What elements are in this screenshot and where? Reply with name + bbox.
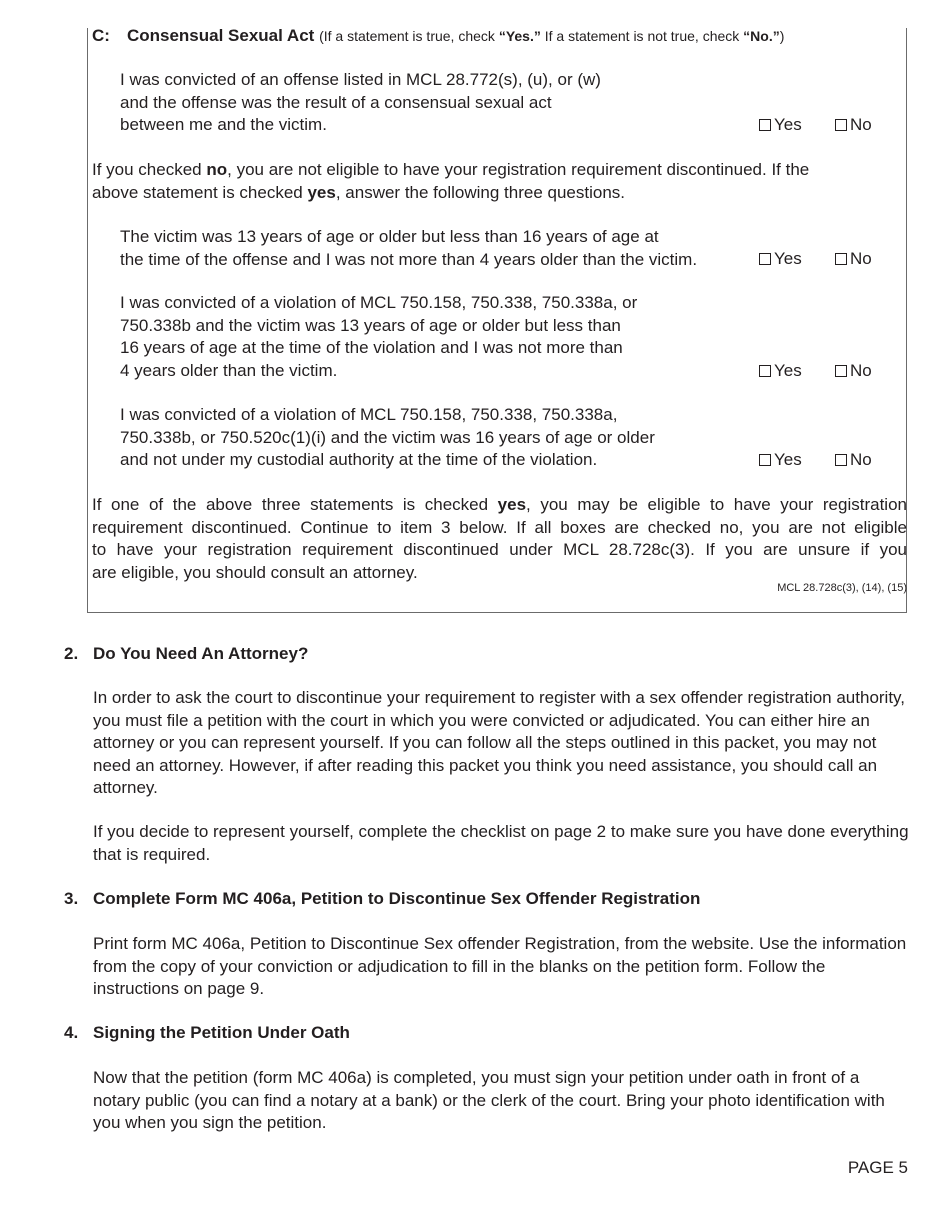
question-1-line: and the offense was the result of a consensual sexual act: [120, 92, 552, 112]
section-2-heading: Do You Need An Attorney?: [93, 644, 309, 663]
section-4-number: 4.: [64, 1023, 79, 1042]
section-4-paragraph-1: Now that the petition (form MC 406a) is completed, you must sign your petition under oath in front of a notary public (you can find a notary at a bank) or the clerk of the court. Bring your photo identification with you when you sign the petition.: [93, 1068, 885, 1132]
question-3-no-checkbox[interactable]: [835, 365, 847, 377]
section-4-heading: Signing the Petition Under Oath: [93, 1023, 350, 1042]
question-1-yes-checkbox[interactable]: [759, 119, 771, 131]
section-c-title: Consensual Sexual Act: [126, 26, 315, 45]
section-c-header: [92, 25, 784, 48]
question-4-line: and not under my custodial authority at the time of the violation.: [120, 450, 598, 469]
question-4-line: 750.338b, or 750.520c(1)(i) and the victim was 16 years of age or older: [120, 427, 655, 447]
section-3-paragraph-1: Print form MC 406a, Petition to Discontinue Sex offender Registration, from the website. Use the information from the copy of your conviction or adjudication to fill in the blanks on the petition form. Follow the instructions on page 9.: [93, 934, 907, 998]
question-1-no-checkbox[interactable]: [835, 119, 847, 131]
no-label: No: [850, 115, 872, 134]
section-c-letter: C:: [92, 26, 110, 45]
eligibility-note-2: If one of the above three statements is checked yes, you may be eligible to have your registration requirement discontinued. Continue to item 3 below. If all boxes are checked no, you are not eligible to have your registration requirement discontinued under MCL 28.728c(3). If you are unsure if you are eligible, you should consult an attorney.: [92, 495, 907, 582]
citation: MCL 28.728c(3), (14), (15): [777, 582, 907, 594]
section-2-paragraph-1: In order to ask the court to discontinue your requirement to register with a sex offender registration authority, you must file a petition with the court in which you were convicted or adjudicated. You can either hire an attorney or you can represent yourself. If you can follow all the steps outlined in this packet, you may not need an attorney. However, if after reading this packet you think you need assistance, you should call an attorney.: [93, 688, 906, 797]
question-4-line: I was convicted of a violation of MCL 750.158, 750.338, 750.338a,: [120, 405, 618, 424]
question-4-yes-checkbox[interactable]: [759, 454, 771, 466]
page-number: PAGE 5: [847, 1158, 908, 1177]
section-3-number: 3.: [64, 889, 79, 908]
question-3-yes-option[interactable]: [759, 360, 802, 382]
question-3-line: 4 years older than the victim.: [120, 360, 338, 380]
question-3-no-option[interactable]: [835, 360, 872, 382]
section-2-number: 2.: [64, 644, 79, 663]
section-3-heading: Complete Form MC 406a, Petition to Discontinue Sex Offender Registration: [93, 889, 701, 908]
question-3-yes-checkbox[interactable]: [759, 365, 771, 377]
eligibility-note-1: If you checked no, you are not eligible to have your registration requirement discontinued. If the above statement is checked yes, answer the following three questions.: [92, 160, 810, 202]
question-1-line: between me and the victim.: [120, 115, 327, 134]
question-2-no-option[interactable]: [835, 248, 872, 270]
yes-label: Yes: [774, 361, 802, 380]
yes-label: Yes: [774, 115, 802, 134]
section-c-instructions: (If a statement is true, check “Yes.” If a statement is not true, check “No.”): [319, 28, 785, 44]
no-label: No: [850, 249, 872, 268]
question-3-line: I was convicted of a violation of MCL 750.158, 750.338, 750.338a, or: [120, 293, 638, 312]
question-4-no-option[interactable]: [835, 449, 872, 471]
question-2-line: The victim was 13 years of age or older but less than 16 years of age at: [120, 227, 659, 246]
question-1-text: [120, 69, 601, 137]
question-4-yes-option[interactable]: [759, 449, 802, 471]
question-1-no-option[interactable]: [835, 114, 872, 136]
question-2-yes-option[interactable]: [759, 248, 802, 270]
question-3-line: 750.338b and the victim was 13 years of age or older but less than: [120, 315, 621, 335]
question-4-text: [120, 404, 655, 472]
no-label: No: [850, 361, 872, 380]
section-2-paragraph-2: If you decide to represent yourself, complete the checklist on page 2 to make sure you have done everything that is required.: [93, 822, 909, 864]
question-2-no-checkbox[interactable]: [835, 253, 847, 265]
question-3-line: 16 years of age at the time of the violation and I was not more than: [120, 338, 623, 357]
question-3-text: [120, 292, 637, 382]
question-1-yes-option[interactable]: [759, 114, 802, 136]
yes-label: Yes: [774, 249, 802, 268]
question-2-text: [120, 226, 697, 271]
question-2-yes-checkbox[interactable]: [759, 253, 771, 265]
question-2-line: the time of the offense and I was not more than 4 years older than the victim.: [120, 249, 698, 269]
question-1-line: I was convicted of an offense listed in MCL 28.772(s), (u), or (w): [120, 70, 601, 89]
yes-label: Yes: [774, 450, 802, 469]
question-4-no-checkbox[interactable]: [835, 454, 847, 466]
no-label: No: [850, 450, 872, 469]
